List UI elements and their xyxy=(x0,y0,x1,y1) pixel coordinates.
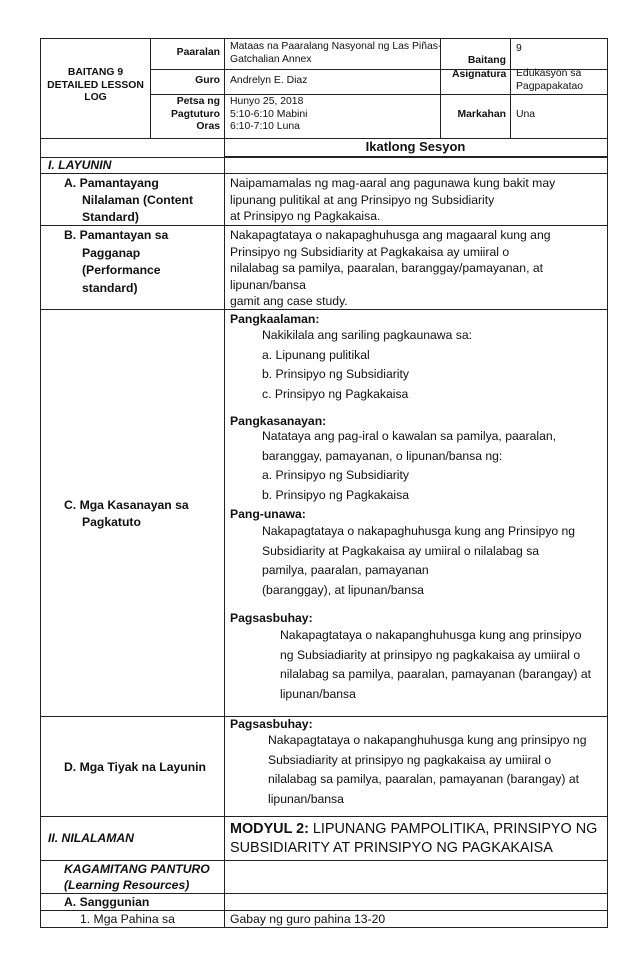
modyul-title-line2: SUBSIDIARITY AT PRINSIPYO NG PAGKAKAISA xyxy=(230,840,553,856)
d-pagsasabuhay-list: Nakapagtataya o nakapanghuhusga kung ang prinsipyo ng Subsiadiarity at prinsipyo ng pagkakaisa ay umiiral o nilalabag sa pamilya, paaralan, pamayanan (barangay) at lipunan/bansa xyxy=(268,733,587,806)
markahan-value: Una xyxy=(516,109,536,120)
rule xyxy=(510,38,511,138)
session-title: Ikatlong Sesyon xyxy=(365,139,466,154)
pangkaalaman-title: Pangkaalaman: xyxy=(230,312,320,326)
pangunawa-title: Pang-unawa: xyxy=(230,507,306,521)
pamantayang-nilalaman-label: A. Pamantayang Nilalaman (Content Standard) xyxy=(64,176,194,224)
rule xyxy=(150,94,608,95)
rule xyxy=(40,38,608,39)
d-pagsasabuhay-title: Pagsasbuhay: xyxy=(230,717,313,731)
rule xyxy=(40,927,608,928)
rule xyxy=(40,893,608,894)
asignatura-label: Asignatura xyxy=(452,69,507,80)
guro-label: Guro xyxy=(195,75,220,86)
paaralan-value: Mataas na Paaralang Nasyonal ng Las Piñas- Gatchalian Annex xyxy=(230,41,442,65)
petsa-value: Hunyo 25, 2018 5:10-6:10 Mabini 6:10-7:10 Luna xyxy=(230,96,308,133)
pagsasabuhay-list: Nakapagtataya o nakapanghuhusga kung ang prinsipyo ng Subsiadiarity at prinsipyo ng pagkakaisa ay umiiral o nilalabag sa pamilya, paaralan, pamayanan (barangay) at lipunan/bansa xyxy=(280,628,591,701)
nilalaman-heading: II. NILALAMAN xyxy=(48,831,134,845)
rule xyxy=(40,816,608,817)
pagsasabuhay-title: Pagsasbuhay: xyxy=(230,611,313,625)
layunin-heading: I. LAYUNIN xyxy=(48,158,112,172)
baitang-label: Baitang xyxy=(467,55,506,66)
tiyak-na-layunin-label: D. Mga Tiyak na Layunin xyxy=(64,760,206,774)
modyul-title xyxy=(230,820,597,858)
pahina-label: 1. Mga Pahina sa xyxy=(80,912,175,926)
rule xyxy=(40,157,608,158)
kasanayan-label: C. Mga Kasanayan sa Pagkatuto xyxy=(64,498,189,529)
rule xyxy=(40,910,608,911)
pamantayan-pagganap-label: B. Pamantayan sa Pagganap (Performance standard) xyxy=(64,228,169,295)
pangkasanayan-title: Pangkasanayan: xyxy=(230,414,327,428)
pahina-value: Gabay ng guro pahina 13-20 xyxy=(230,912,386,926)
asignatura-value: Edukasyon sa Pagpapakatao xyxy=(516,68,584,92)
kagamitan-heading: KAGAMITANG PANTURO (Learning Resources) xyxy=(64,862,210,892)
baitang-value: 9 xyxy=(516,43,522,54)
modyul-title-line1: LIPUNANG PAMPOLITIKA, PRINSIPYO NG xyxy=(308,821,598,837)
markahan-label: Markahan xyxy=(457,109,506,120)
pangunawa-list: Nakapagtataya o nakapaghuhusga kung ang Prinsipyo ng Subsidiarity at Pagkakaisa ay umiiral o nilalabag sa pamilya, paaralan, pamayanan (baranggay), at lipunan/bansa xyxy=(262,524,576,597)
log-title: BAITANG 9 DETAILED LESSON LOG xyxy=(47,67,144,104)
rule xyxy=(40,38,41,928)
pamantayan-pagganap-text: Nakapagtataya o nakapaghuhusga ang magaaral kung ang Prinsipyo ng Subsidiarity at Pagkakaisa ay umiiral o nilalabag sa pamilya, paaralan, baranggay/pamayanan, at lipunan/bansa gamit ang case study. xyxy=(230,228,551,308)
rule xyxy=(607,38,608,928)
sanggunian-label: A. Sanggunian xyxy=(64,895,150,909)
guro-value: Andrelyn E. Diaz xyxy=(230,75,308,86)
petsa-label: Petsa ng Pagtuturo Oras xyxy=(170,96,220,133)
rule xyxy=(224,38,225,928)
pangkaalaman-list: Nakikilala ang sariling pagkaunawa sa: a. Lipunang pulitikal b. Prinsipyo ng Subsidiarity c. Prinsipyo ng Pagkakaisa xyxy=(262,328,473,401)
rule xyxy=(40,716,608,717)
pamantayang-nilalaman-text: Naipamamalas ng mag-aaral ang pagunawa kung bakit may lipunang pulitikal at ang Prinsipyo ng Subsidiarity at Prinsipyo ng Pagkakaisa. xyxy=(230,176,556,223)
rule xyxy=(40,173,608,174)
paaralan-label: Paaralan xyxy=(176,47,220,58)
pangkasanayan-list: Natataya ang pag-iral o kawalan sa pamilya, paaralan, baranggay, pamayanan, o lipunan/bansa ng: a. Prinsipyo ng Subsidiarity b. Prinsipyo ng Pagkakaisa xyxy=(262,429,557,502)
modyul-number: MODYUL 2: xyxy=(230,821,309,837)
